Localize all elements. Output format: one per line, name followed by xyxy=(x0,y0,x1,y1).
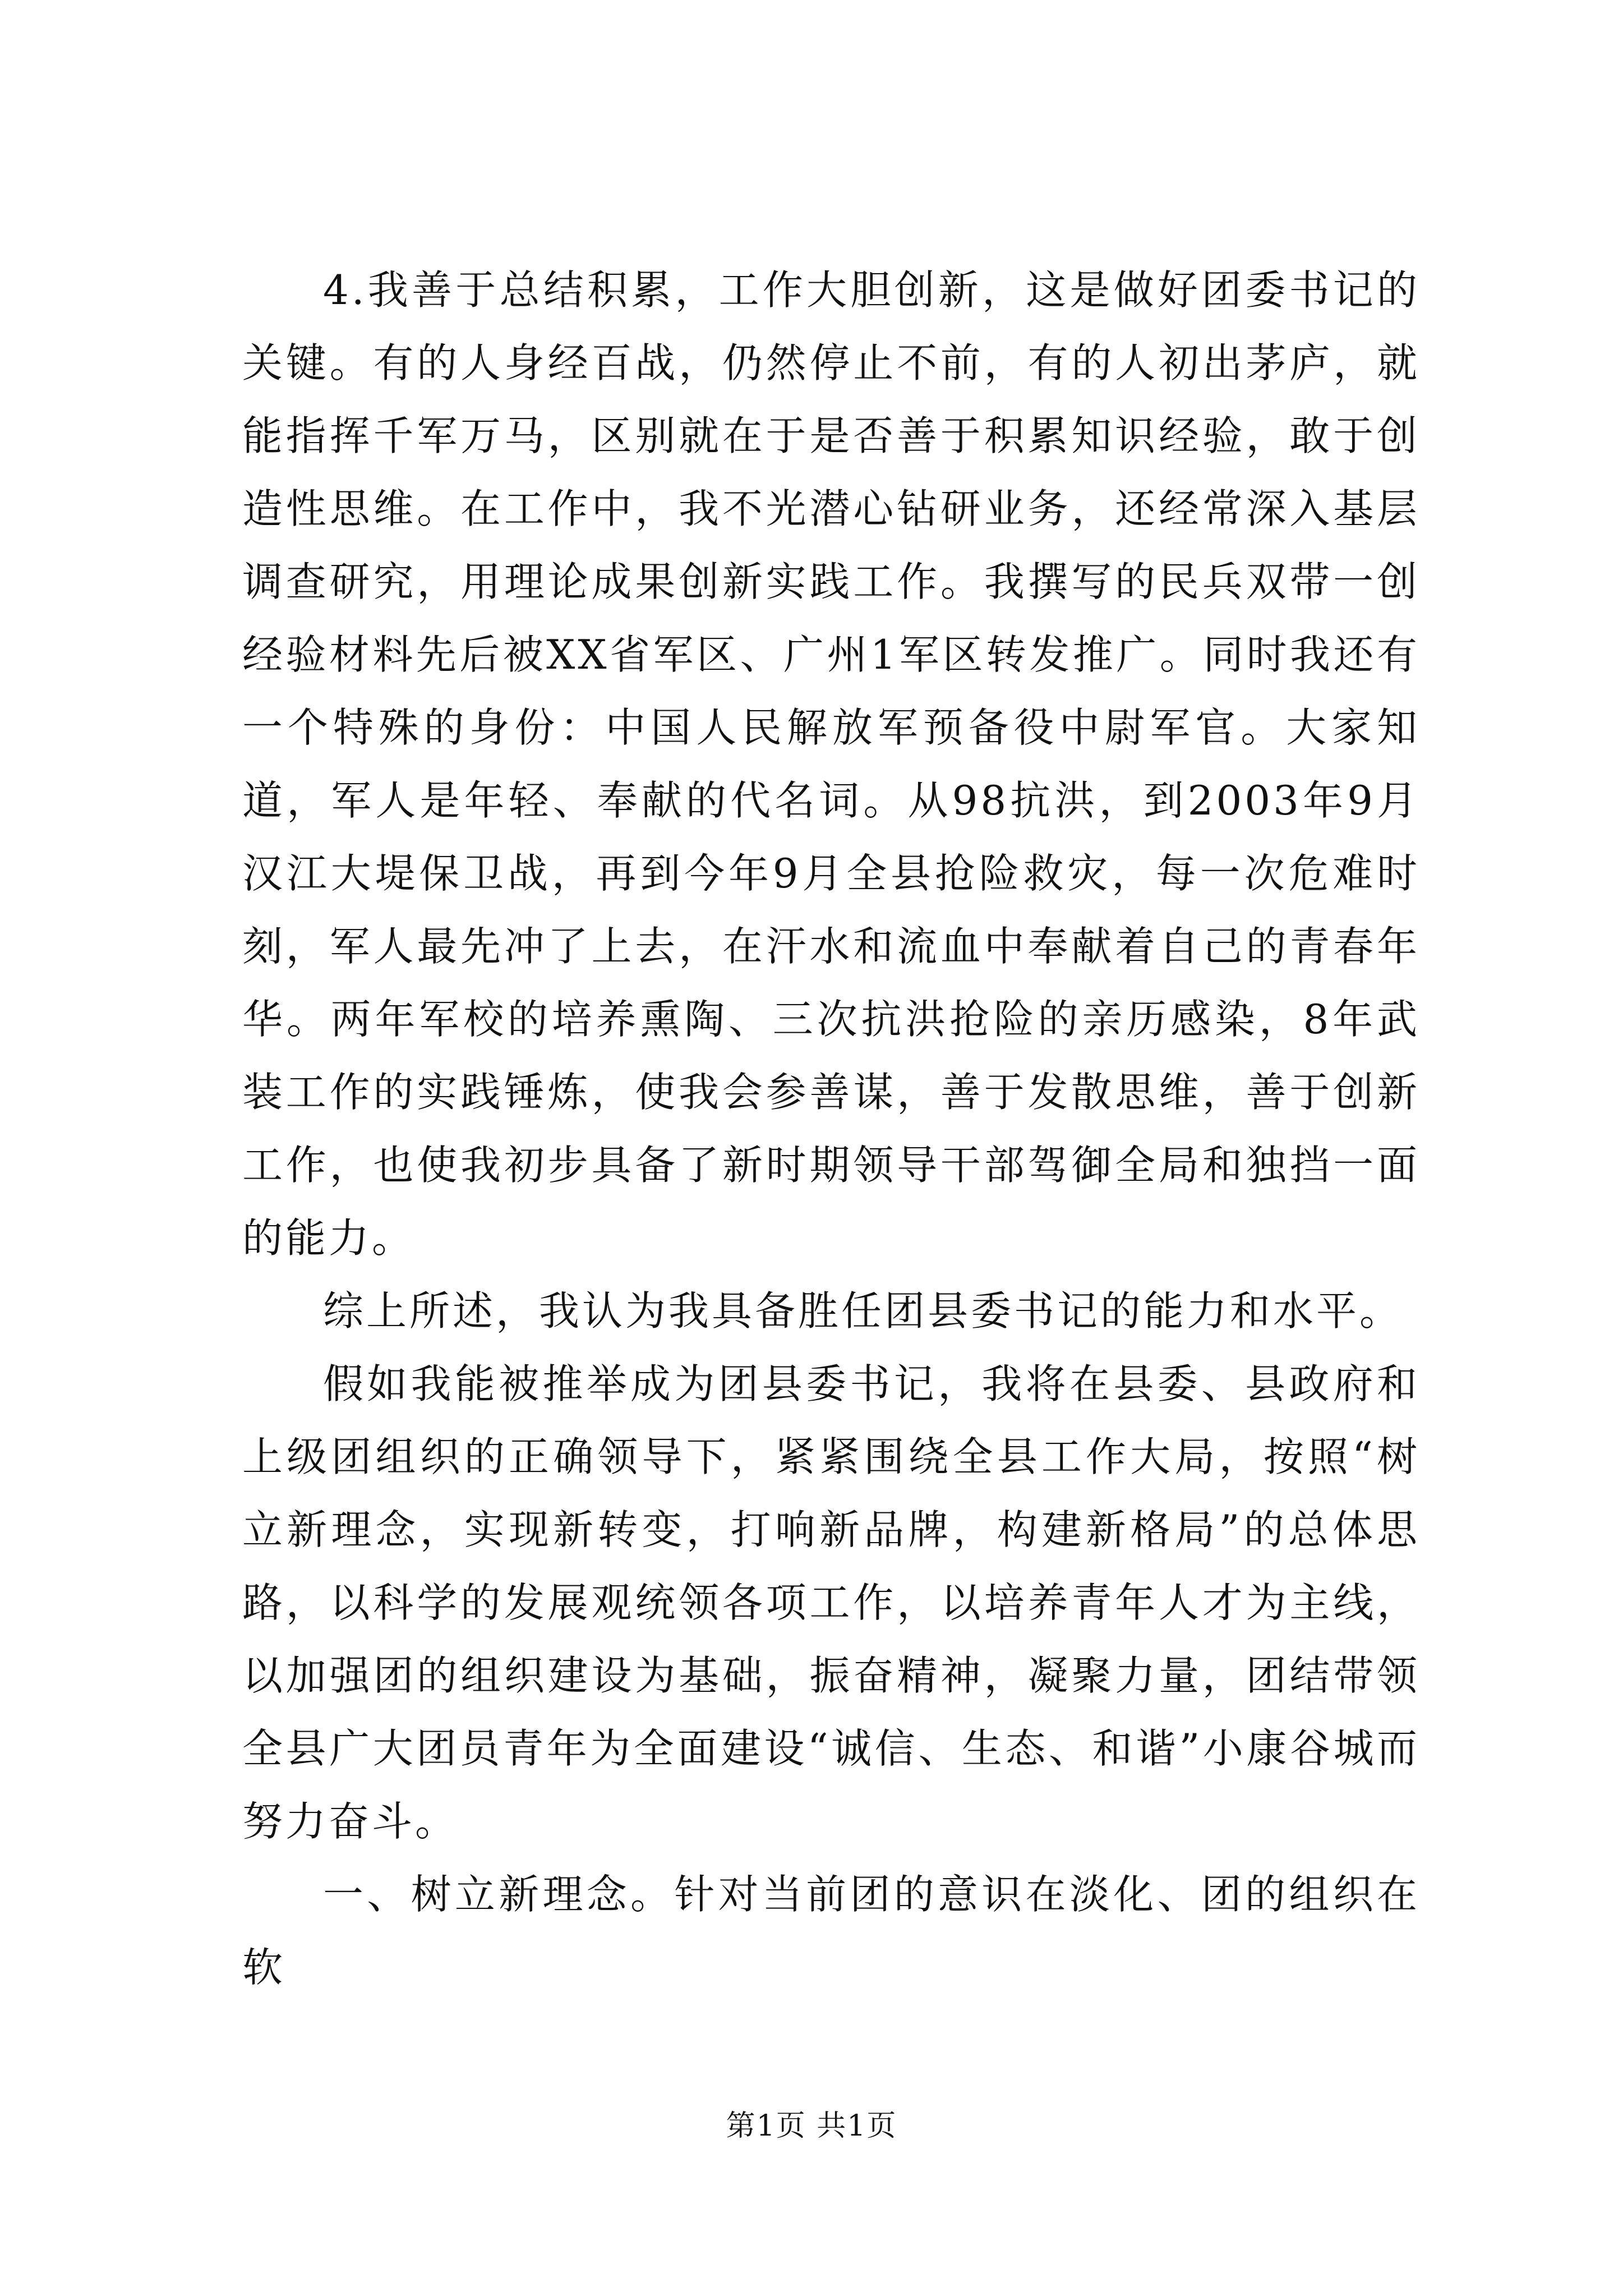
paragraph-section-one: 一、树立新理念。针对当前团的意识在淡化、团的组织在软 xyxy=(242,1871,1420,1991)
document-body xyxy=(242,254,1420,2004)
paragraph-summary: 综上所述，我认为我具备胜任团县委书记的能力和水平。 xyxy=(323,1287,1403,1335)
paragraph-innovation: 4.我善于总结积累，工作大胆创新，这是做好团委书记的关键。有的人身经百战，仍然停止不前，有的人初出茅庐，就能指挥千军万马，区别就在于是否善于积累知识经验，敢于创造性思维。在工作中，我不光潜心钻研业务，还经常深入基层调查研究，用理论成果创新实践工作。我撰写的民兵双带一创经验材料先后被XX省军区、广州1军区转发推广。同时我还有一个特殊的身份：中国人民解放军预备役中尉军官。大家知道，军人是年轻、奉献的代名词。从98抗洪，到2003年9月汉江大堤保卫战，再到今年9月全县抢险救灾，每一次危难时刻，军人最先冲了上去，在汗水和流血中奉献着自己的青春年华。两年军校的培养熏陶、三次抗洪抢险的亲历感染，8年武装工作的实践锤炼，使我会参善谋，善于发散思维，善于创新工作，也使我初步具备了新时期领导干部驾御全局和独挡一面的能力。 xyxy=(242,266,1420,1262)
page-footer: 第1页 共1页 xyxy=(726,2109,897,2143)
paragraph-plan: 假如我能被推举成为团县委书记，我将在县委、县政府和上级团组织的正确领导下，紧紧围绕全县工作大局，按照“树立新理念，实现新转变，打响新品牌，构建新格局”的总体思路，以科学的发展观统领各项工作，以培养青年人才为主线，以加强团的组织建设为基础，振奋精神，凝聚力量，团结带领全县广大团员青年为全面建设“诚信、生态、和谐”小康谷城而努力奋斗。 xyxy=(242,1360,1420,1845)
